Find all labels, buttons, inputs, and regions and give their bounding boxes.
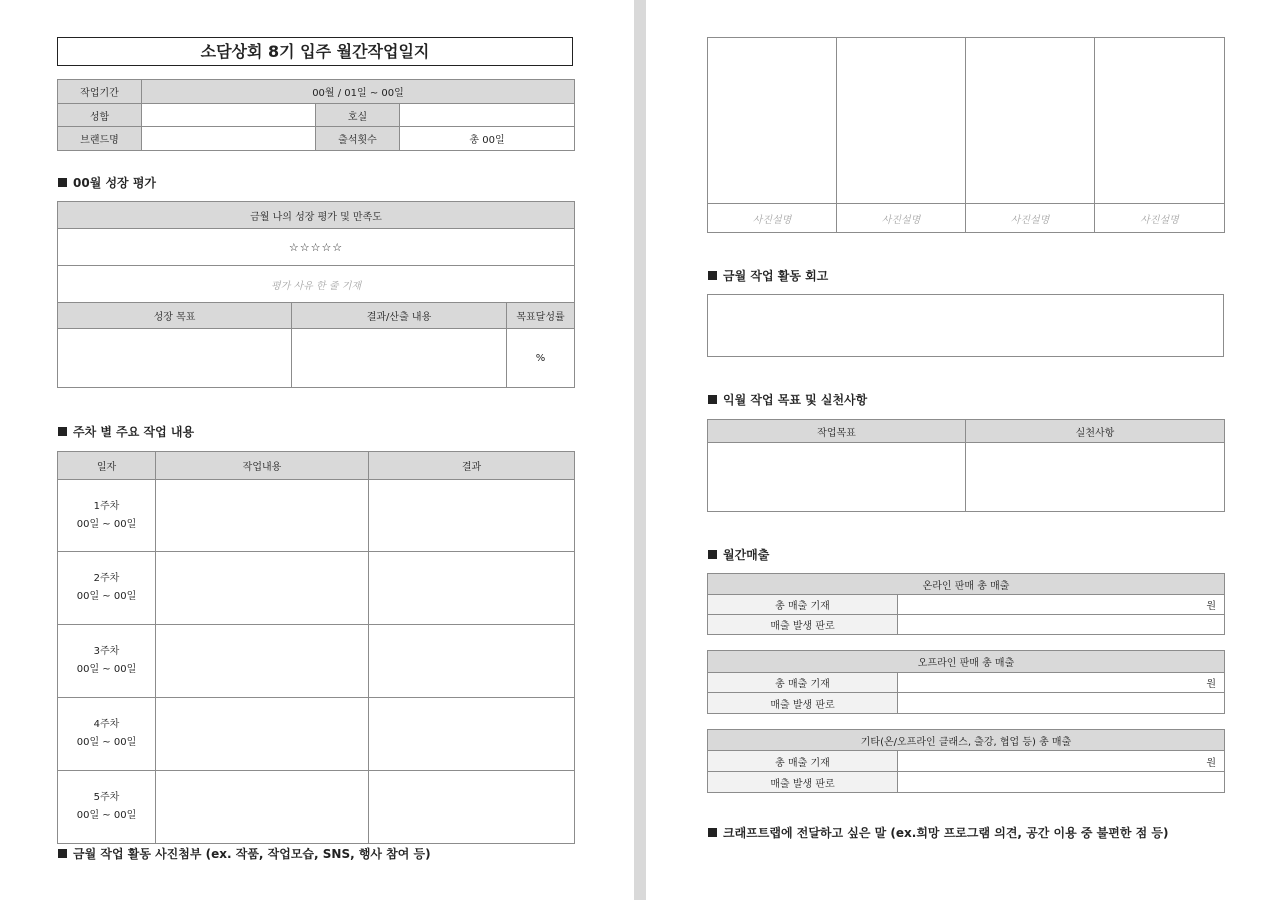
channel-field[interactable] [898,772,1225,793]
period-value[interactable]: 00월 / 01일 ~ 00일 [142,80,575,104]
page-left [0,0,634,900]
brand-field[interactable] [142,127,316,151]
photo-slot[interactable] [1095,38,1225,204]
bullet-square-icon [708,395,717,404]
sales-offline-table [707,650,1225,714]
week-date-cell: 5주차 00일 ~ 00일 [58,771,156,844]
col-result: 결과 [369,452,575,480]
weekly-table [57,451,575,844]
table-row [58,698,575,771]
photo-caption[interactable]: 사진설명 [837,204,966,233]
result-field[interactable] [292,329,507,388]
week-date-cell: 1주차 00일 ~ 00일 [58,480,156,552]
goal-header: 성장 목표 [58,303,292,329]
review-heading: 금월 작업 활동 회고 [708,267,828,284]
week-date-cell: 2주차 00일 ~ 00일 [58,552,156,625]
col-date: 일자 [58,452,156,480]
table-row [58,771,575,844]
photo-grid [707,37,1225,233]
week-date-cell: 3주차 00일 ~ 00일 [58,625,156,698]
reason-field[interactable]: 평가 사유 한 줄 기재 [58,266,575,303]
sales-title: 기타(온/오프라인 클래스, 출강, 협업 등) 총 매출 [708,730,1225,751]
channel-label: 매출 발생 판로 [708,772,898,793]
photos-heading: 금월 작업 활동 사진첨부 (ex. 작품, 작업모습, SNS, 행사 참여 등) [58,845,431,862]
period-label: 작업기간 [58,80,142,104]
rate-field[interactable]: % [507,329,575,388]
week-work-field[interactable] [156,698,369,771]
week-work-field[interactable] [156,625,369,698]
document-title: 소담상회 8기 입주 월간작업일지 [57,37,573,66]
table-row [58,480,575,552]
page-right [646,0,1280,900]
attendance-value[interactable]: 총 00일 [400,127,575,151]
action-field[interactable] [966,443,1225,512]
photo-caption[interactable]: 사진설명 [1095,204,1225,233]
bullet-square-icon [58,178,67,187]
week-result-field[interactable] [369,552,575,625]
sales-title: 온라인 판매 총 매출 [708,574,1225,595]
star-rating[interactable]: ☆☆☆☆☆ [58,229,575,266]
channel-field[interactable] [898,693,1225,714]
week-work-field[interactable] [156,480,369,552]
review-field[interactable] [707,294,1224,357]
total-label: 총 매출 기재 [708,673,898,693]
total-field[interactable]: 원 [898,595,1225,615]
bullet-square-icon [708,271,717,280]
room-label: 호실 [316,104,400,127]
message-heading: 크래프트랩에 전달하고 싶은 말 (ex.희망 프로그램 의견, 공간 이용 중 불편한 점 등) [708,824,1168,841]
attendance-label: 출석횟수 [316,127,400,151]
growth-heading: 00월 성장 평가 [58,174,156,191]
sales-heading: 월간매출 [708,546,769,563]
goal-field[interactable] [708,443,966,512]
table-row [58,552,575,625]
page-gutter [634,0,646,900]
bullet-square-icon [708,828,717,837]
photo-caption[interactable]: 사진설명 [708,204,837,233]
bullet-square-icon [58,427,67,436]
week-date-cell: 4주차 00일 ~ 00일 [58,698,156,771]
col-work: 작업내용 [156,452,369,480]
rate-header: 목표달성률 [507,303,575,329]
week-result-field[interactable] [369,480,575,552]
name-field[interactable] [142,104,316,127]
total-label: 총 매출 기재 [708,595,898,615]
photo-caption[interactable]: 사진설명 [966,204,1095,233]
bullet-square-icon [708,550,717,559]
total-field[interactable]: 원 [898,673,1225,693]
sales-other-table [707,729,1225,793]
col-goal: 작업목표 [708,420,966,443]
growth-table [57,201,575,388]
sales-title: 오프라인 판매 총 매출 [708,651,1225,673]
week-result-field[interactable] [369,698,575,771]
week-result-field[interactable] [369,771,575,844]
table-row [58,625,575,698]
week-work-field[interactable] [156,771,369,844]
result-header: 결과/산출 내용 [292,303,507,329]
col-action: 실천사항 [966,420,1225,443]
week-result-field[interactable] [369,625,575,698]
goal-field[interactable] [58,329,292,388]
photo-slot[interactable] [966,38,1095,204]
bullet-square-icon [58,849,67,858]
channel-label: 매출 발생 판로 [708,615,898,635]
photo-slot[interactable] [837,38,966,204]
sales-online-table [707,573,1225,635]
channel-label: 매출 발생 판로 [708,693,898,714]
week-work-field[interactable] [156,552,369,625]
photo-slot[interactable] [708,38,837,204]
info-table [57,79,575,151]
total-field[interactable]: 원 [898,751,1225,772]
channel-field[interactable] [898,615,1225,635]
next-goals-table [707,419,1225,512]
name-label: 성함 [58,104,142,127]
room-field[interactable] [400,104,575,127]
weekly-heading: 주차 별 주요 작업 내용 [58,423,194,440]
brand-label: 브랜드명 [58,127,142,151]
next-goals-heading: 익월 작업 목표 및 실천사항 [708,391,867,408]
satisfaction-header: 금월 나의 성장 평가 및 만족도 [58,202,575,229]
total-label: 총 매출 기재 [708,751,898,772]
